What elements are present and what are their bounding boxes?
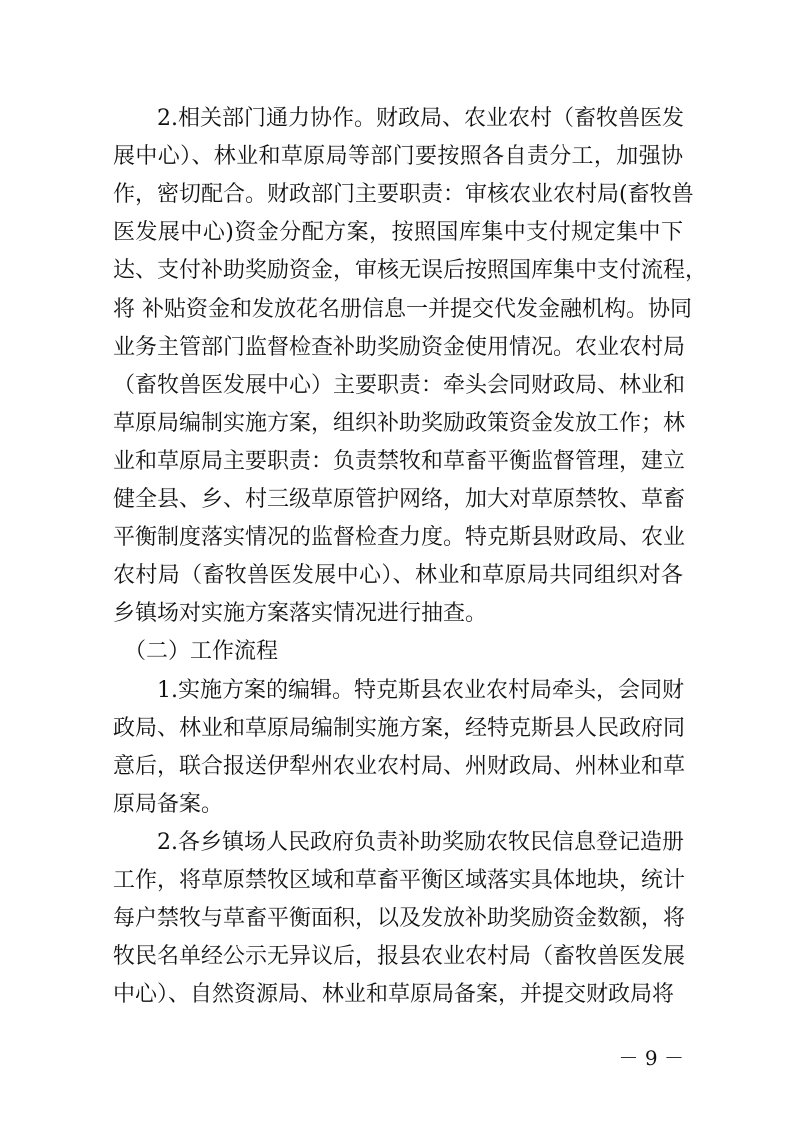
- text-line: 医发展中心)资金分配方案，按照国库集中支付规定集中下: [113, 220, 683, 246]
- text-line: 1.实施方案的编辑。特克斯县农业农村局牵头，会同财: [113, 677, 684, 703]
- text-line: 原局备案。: [113, 791, 224, 817]
- text-line: 牧民名单经公示无异议后，报县农业农村局（畜牧兽医发展: [113, 944, 686, 970]
- text-line: （畜牧兽医发展中心）主要职责：牵头会同财政局、林业和: [113, 372, 686, 398]
- text-line: 2.相关部门通力协作。财政局、农业农村（畜牧兽医发: [113, 106, 684, 131]
- text-line: 平衡制度落实情况的监督检查力度。特克斯县财政局、农业: [113, 525, 686, 551]
- text-line: 乡镇场对实施方案落实情况进行抽查。: [113, 601, 488, 627]
- text-line: 达、支付补助奖励资金，审核无误后按照国库集中支付流程，: [113, 258, 708, 284]
- text-line: 健全县、乡、村三级草原管护网络，加大对草原禁牧、草畜: [113, 487, 686, 512]
- text-line: 草原局编制实施方案，组织补助奖励政策资金发放工作；林: [113, 410, 686, 436]
- text-line: 每户禁牧与草畜平衡面积，以及发放补助奖励资金数额，将: [113, 906, 686, 932]
- text-line: 业和草原局主要职责：负责禁牧和草畜平衡监督管理，建立: [113, 448, 686, 474]
- text-line: 农村局（畜牧兽医发展中心）、林业和草原局共同组织对各: [113, 563, 683, 589]
- text-line: 中心）、自然资源局、林业和草原局备案，并提交财政局将: [113, 982, 675, 1008]
- text-line: 将 补贴资金和发放花名册信息一并提交代发金融机构。协同: [113, 296, 692, 322]
- text-line: 工作，将草原禁牧区域和草畜平衡区域落实具体地块，统计: [113, 868, 686, 893]
- text-line: 2.各乡镇场人民政府负责补助奖励农牧民信息登记造册: [113, 829, 684, 855]
- text-line: 政局、林业和草原局编制实施方案，经特克斯县人民政府同: [113, 715, 686, 741]
- text-line: 业务主管部门监督检查补助奖励资金使用情况。农业农村局: [113, 334, 686, 360]
- text-line: 意后，联合报送伊犁州农业农村局、州财政局、州林业和草: [113, 753, 686, 779]
- section-heading: （二）工作流程: [113, 639, 279, 665]
- page-number: － 9 －: [618, 1046, 684, 1070]
- text-line: 作，密切配合。财政部门主要职责：审核农业农村局(畜牧兽: [113, 182, 694, 208]
- text-line: 展中心）、林业和草原局等部门要按照各自责分工，加强协: [113, 144, 683, 170]
